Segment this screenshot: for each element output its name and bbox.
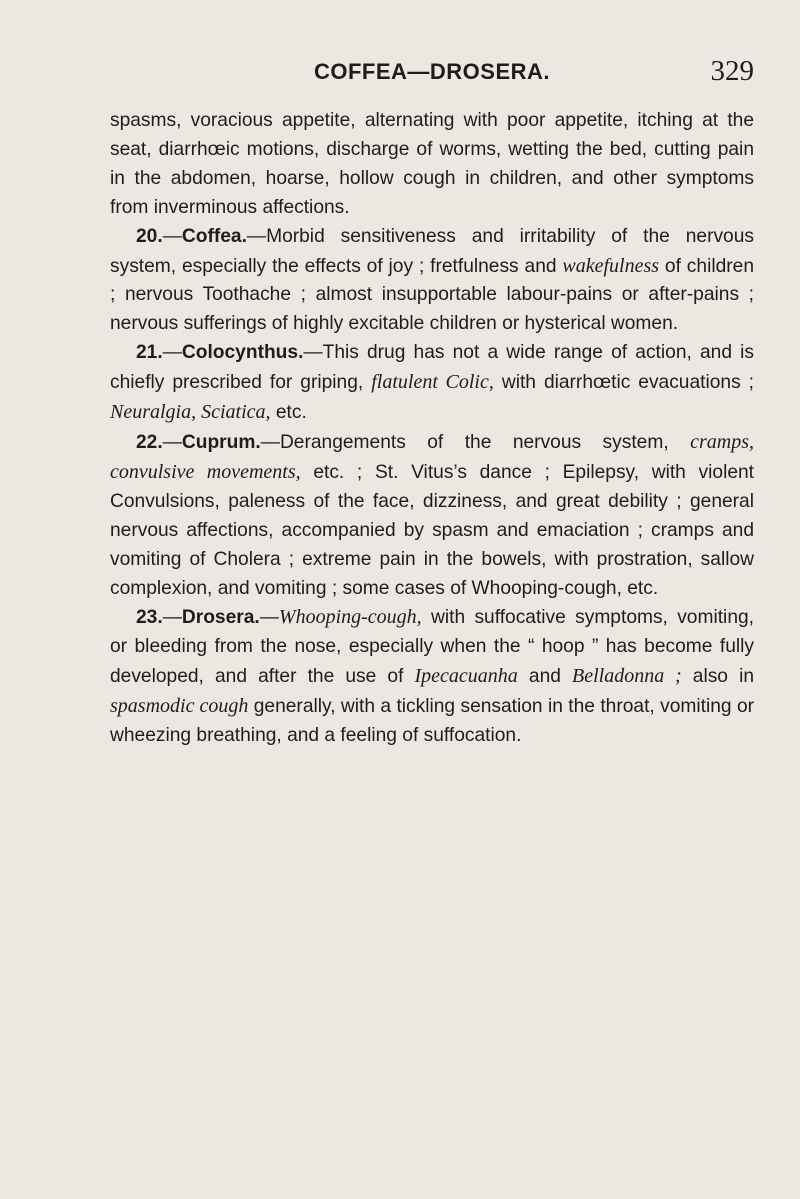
entry-coffea: 20.—Coffea.—Morbid sensitiveness and irritability of the nervous system, especially the effects of joy ; fretfulness and wakefulness of children ; nervous Toothache ; almost insupportable labour-pains or after-pains ; nervous sufferings of highly excitable children or hysterical women. xyxy=(110,225,754,335)
italic-term: flatulent Colic, xyxy=(371,371,494,394)
italic-term: Neuralgia, Sciatica, xyxy=(110,401,271,424)
entry-text: with diarrhœtic evacuations ; xyxy=(493,372,754,394)
running-head: COFFEA—DROSERA. xyxy=(313,59,551,84)
remedy-name: Colocynthus. xyxy=(181,342,304,364)
entry-number: 21. xyxy=(136,342,163,364)
entry-text: also in xyxy=(681,666,755,688)
entry-drosera: 23.—Drosera.—Whooping-cough, with suffocative symptoms, vomiting, or bleeding from the nose, especially when the “ hoop ” has become fully developed, and after the use of Ipecacuanha and Belladonna ; also in spasmodic cough generally, with a tickling sensation in the throat, vomiting or wheezing breathing, and a feeling of suffocation. xyxy=(110,606,755,747)
entry-text: This drug has not a wide range of action, and is chiefly prescribed for griping, xyxy=(110,342,754,394)
entry-number: 22. xyxy=(136,431,163,453)
italic-term: cramps, convulsive movements, xyxy=(110,430,754,483)
entry-number: 20. xyxy=(136,225,163,247)
entry-number: 23. xyxy=(136,607,163,629)
continuation-paragraph: spasms, voracious appetite, alternating with poor appetite, itching at the seat, diarrhœic motions, discharge of worms, wetting the bed, cutting pain in the abdomen, hoarse, hollow cough in children, and other symptoms from inverminous affections. xyxy=(110,110,754,218)
remedy-name: Coffea. xyxy=(181,225,247,247)
entry-cuprum: 22.—Cuprum.—Derangements of the nervous system, cramps, convulsive movements, etc. ; St. Vitus’s dance ; Epilepsy, with violent Convulsions, paleness of the face, dizziness, and great debility ; general nervous affections, accompanied by spasm and emaciation ; cramps and vomiting of Cholera ; extreme pain in the bowels, with prostration, sallow complexion, and vomiting ; some cases of Whooping-cough, etc. xyxy=(110,430,754,599)
italic-term: wakefulness xyxy=(562,254,660,277)
page-header xyxy=(110,55,754,95)
italic-term: Whooping-cough, xyxy=(278,606,422,629)
entry-text: with suffocative symptoms, vomiting, or bleeding from the nose, especially when the “ hoop ” has become fully developed, and after the use of xyxy=(110,607,754,688)
entry-text: of children ; nervous Toothache ; almost insupportable labour-pains or after-pains ; nervous sufferings of highly excitable children or hysterical women. xyxy=(110,255,754,335)
entry-colocynthus: 21.—Colocynthus.—This drug has not a wide range of action, and is chiefly prescribed for griping, flatulent Colic, with diarrhœtic evacuations ; Neuralgia, Sciatica, etc. xyxy=(110,342,754,424)
entry-text: etc. xyxy=(270,402,307,424)
italic-term: spasmodic cough xyxy=(110,695,249,718)
page-body xyxy=(110,107,754,751)
remedy-name: Drosera. xyxy=(181,607,260,629)
entry-text: Derangements of the nervous system, xyxy=(279,431,691,453)
entry-text: etc. ; St. Vitus’s dance ; Epilepsy, with violent Convulsions, paleness of the face, dizziness, and great debility ; general nervous affections, accompanied by spasm and emaciation ; cramps and vomiting of Cholera ; extreme pain in the bowels, with prostration, sallow complexion, and vomiting ; some cases of Whooping-cough, etc. xyxy=(110,461,754,599)
page-number: 329 xyxy=(710,55,754,87)
italic-term: Ipecacuanha xyxy=(414,665,518,688)
entry-text: and xyxy=(517,666,573,688)
remedy-name: Cuprum. xyxy=(181,431,261,453)
entry-text: generally, with a tickling sensation in the throat, vomiting or wheezing breathing, and a feeling of suffocation. xyxy=(110,696,754,747)
italic-term: Belladonna ; xyxy=(572,665,682,688)
entry-text: Morbid sensitiveness and irritability of the nervous system, especially the effects of joy ; fretfulness and xyxy=(110,225,754,277)
